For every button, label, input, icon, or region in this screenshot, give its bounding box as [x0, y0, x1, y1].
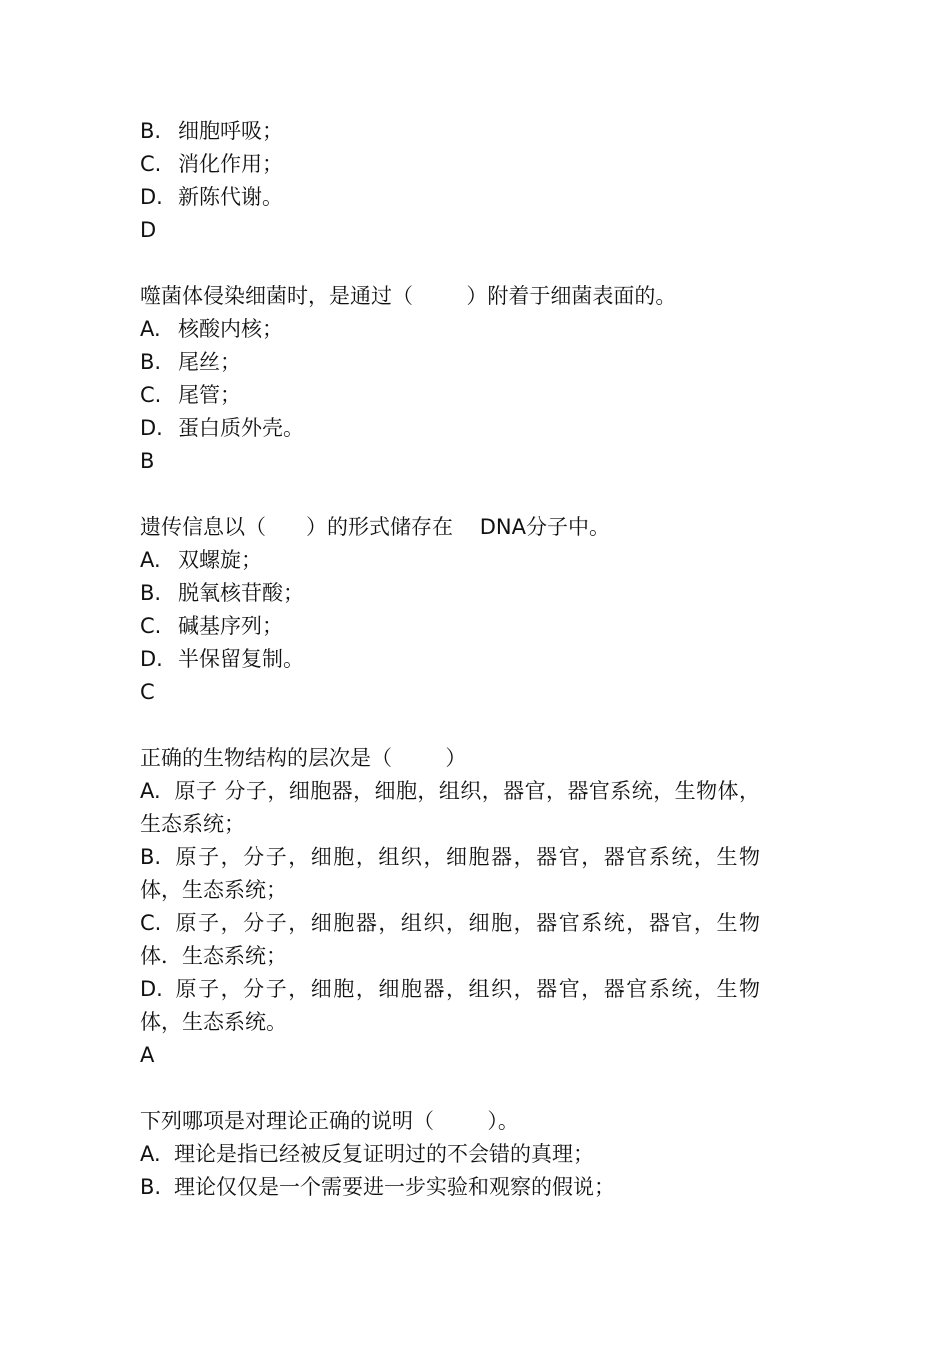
answer-line: A	[140, 1043, 155, 1067]
question-text: 遗传信息以（ ）的形式储存在 DNA分子中。	[140, 515, 610, 539]
spacer	[140, 709, 760, 742]
option-line: C. 尾管；	[140, 383, 241, 407]
option-line: A. 理论是指已经被反复证明过的不会错的真理；	[140, 1142, 594, 1166]
question-text: 下列哪项是对理论正确的说明（ ）。	[140, 1109, 519, 1133]
option-line: D. 原子，分子，细胞，细胞器，组织，器官，器官系统，生物体，生态系统。	[140, 977, 760, 1034]
option-line: A. 核酸内核；	[140, 317, 283, 341]
option-line: A. 双螺旋；	[140, 548, 262, 572]
spacer	[140, 247, 760, 280]
spacer	[140, 1072, 760, 1105]
spacer	[140, 478, 760, 511]
option-line: A. 原子 分子，细胞器，细胞，组织，器官，器官系统，生物体，生态系统；	[140, 779, 760, 836]
question-list	[140, 115, 760, 1204]
option-line: C. 碱基序列；	[140, 614, 283, 638]
option-line: B. 尾丝；	[140, 350, 241, 374]
answer-line: C	[140, 680, 155, 704]
question-text: 噬菌体侵染细菌时，是通过（ ）附着于细菌表面的。	[140, 284, 677, 308]
option-line: B. 理论仅仅是一个需要进一步实验和观察的假说；	[140, 1175, 615, 1199]
option-line: D. 蛋白质外壳。	[140, 416, 304, 440]
answer-line: D	[140, 218, 157, 242]
option-line: D. 新陈代谢。	[140, 185, 283, 209]
option-line: C. 原子，分子，细胞器，组织，细胞，器官系统，器官，生物体．生态系统；	[140, 911, 760, 968]
question-text: 正确的生物结构的层次是（ ）	[140, 746, 467, 770]
option-line: D. 半保留复制。	[140, 647, 304, 671]
option-line: B. 细胞呼吸；	[140, 119, 283, 143]
option-line: B. 脱氧核苷酸；	[140, 581, 304, 605]
answer-line: B	[140, 449, 155, 473]
option-line: C. 消化作用；	[140, 152, 283, 176]
option-line: B. 原子，分子，细胞，组织，细胞器，器官，器官系统，生物体，生态系统；	[140, 845, 760, 902]
